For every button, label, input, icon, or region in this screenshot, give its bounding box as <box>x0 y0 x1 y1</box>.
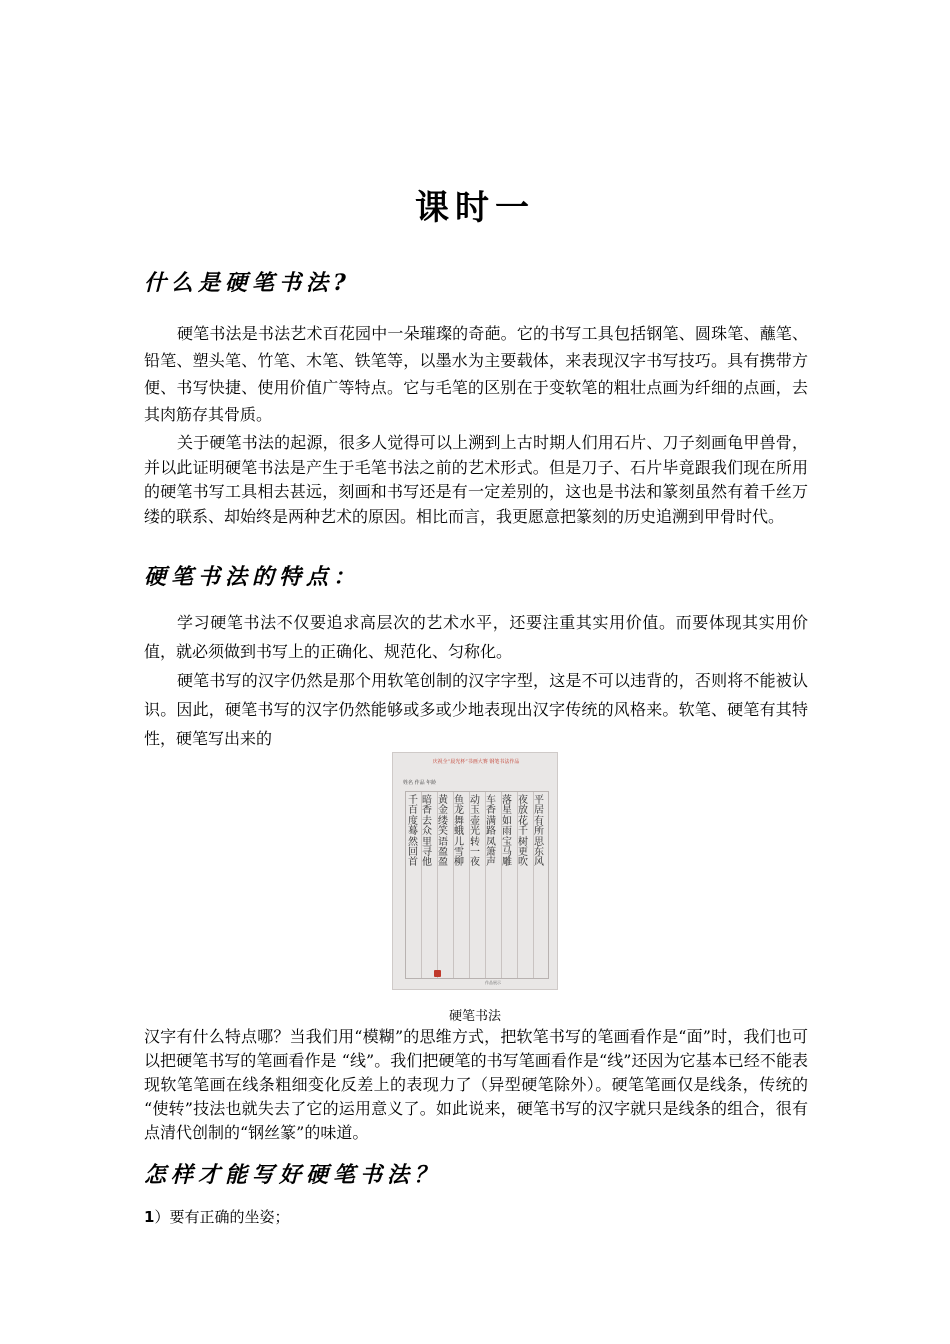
figure-info-text: 姓名 作品 年龄 <box>403 780 437 786</box>
section-heading-features: 硬笔书法的特点： <box>144 564 361 590</box>
red-seal-stamp <box>434 970 441 977</box>
figure-column: 暗香去众里寻他 <box>422 795 432 869</box>
figure-column: 动玉壶光转一夜 <box>470 795 480 869</box>
figure-header-text: 庆祝全“晨光杯”书画大赛 钢笔书法作品 <box>432 759 520 765</box>
list-item-number: 1 <box>144 1208 155 1226</box>
list-item <box>144 1206 289 1227</box>
paragraph-origin: 关于硬笔书法的起源，很多人觉得可以上溯到上古时期人们用石片、刀子刻画龟甲兽骨，并以此证明硬笔书法是产生于毛笔书法之前的艺术形式。但是刀子、石片毕竟跟我们现在所用的硬笔书写工具相去甚远，刻画和书写还是有一定差别的，这也是书法和篆刻虽然有着千丝万缕的联系、却始终是两种艺术的原因。相比而言，我更愿意把篆刻的历史追溯到甲骨时代。 <box>144 433 808 526</box>
figure-column: 鱼龙舞蛾儿雪柳 <box>454 795 464 869</box>
paragraph-character-form: 硬笔书写的汉字仍然是那个用软笔创制的汉字字型，这是不可以违背的，否则将不能被认识。因此，硬笔书写的汉字仍然能够或多或少地表现出汉字传统的风格来。软笔、硬笔有其特性，硬笔写出来的 <box>144 671 808 748</box>
figure-column: 落星如雨宝马雕 <box>502 795 512 869</box>
list-item-text: ）要有正确的坐姿； <box>154 1208 290 1226</box>
figure-column: 平居有所思东风 <box>534 795 544 869</box>
paragraph-line-strokes: 汉字有什么特点哪？当我们用“模糊”的思维方式，把软笔书写的笔画看作是“面”时，我们也可以把硬笔书写的笔画看作是 “线”。我们把硬笔的书写笔画看作是“线”还因为它基本已经不能表现软笔笔画在线条粗细变化反差上的表现力了（异型硬笔除外）。硬笔笔画仅是线条，传统的 “使转”技法也就失去了它的运用意义了。如此说来，硬笔书写的汉字就只是线条的组合，很有点清代创制的“钢丝篆”的味道。 <box>144 1027 808 1142</box>
figure-footer-text: 作品展示 <box>485 980 501 985</box>
figure-column: 夜放花千树更吹 <box>518 795 528 869</box>
figure-caption: 硬笔书法 <box>448 1009 501 1024</box>
figure-column: 千百度蓦然回首 <box>408 795 418 869</box>
section-heading-how-to: 怎样才能写好硬笔书法？ <box>144 1162 442 1188</box>
paragraph-practical: 学习硬笔书法不仅要追求高层次的艺术水平，还要注重其实用价值。而要体现其实用价值，就必须做到书写上的正确化、规范化、匀称化。 <box>144 613 808 661</box>
page-title: 课时一 <box>415 188 535 228</box>
figure-column: 车香满路凤箫声 <box>486 795 496 869</box>
section-heading-what-is: 什么是硬笔书法? <box>144 270 351 296</box>
calligraphy-sample-image <box>392 752 558 990</box>
figure-writing-grid <box>405 791 549 979</box>
figure-column: 黄金缕笑语盈盈 <box>438 795 448 869</box>
paragraph-intro: 硬笔书法是书法艺术百花园中一朵璀璨的奇葩。它的书写工具包括钢笔、圆珠笔、蘸笔、铅笔、塑头笔、竹笔、木笔、铁笔等，以墨水为主要载体，来表现汉字书写技巧。具有携带方便、书写快捷、使用价值广等特点。它与毛笔的区别在于变软笔的粗壮点画为纤细的点画，去其肉筋存其骨质。 <box>144 324 808 424</box>
